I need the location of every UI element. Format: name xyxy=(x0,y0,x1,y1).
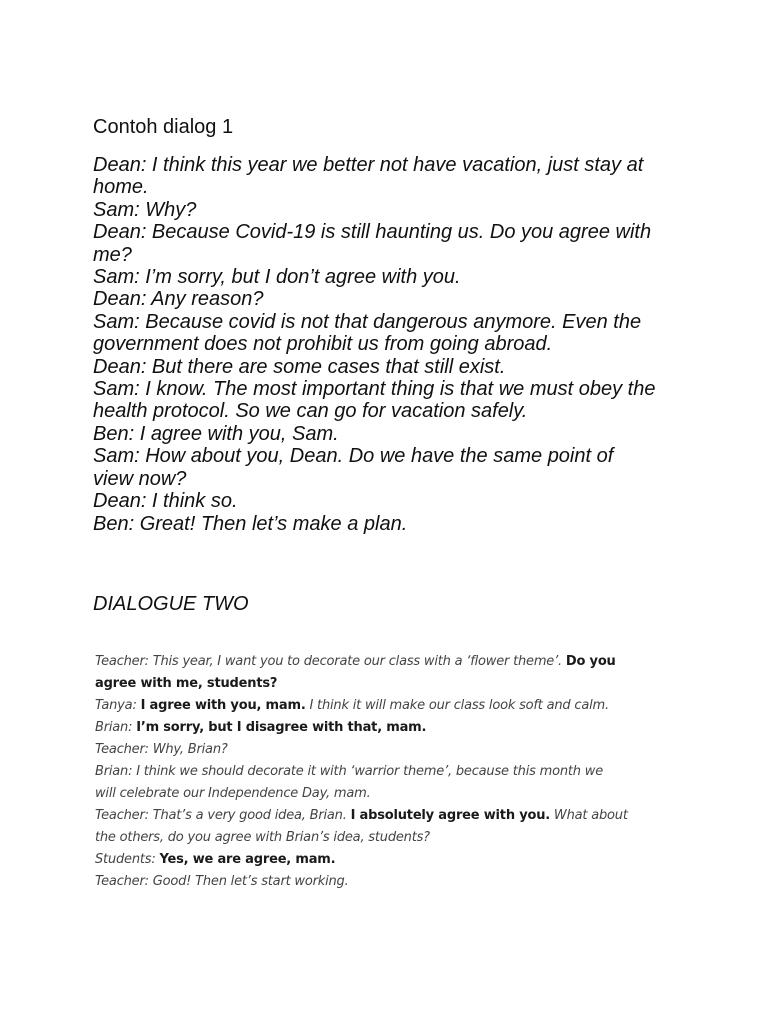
dialog-line: Dean: I think this year we better not have vacation, just stay at xyxy=(93,154,644,176)
dialog-emphasis: Yes, we are agree, mam. xyxy=(159,852,336,867)
dialog-line: Ben: Great! Then let’s make a plan. xyxy=(93,512,408,535)
dialog-text: Teacher: That’s a very good idea, Brian. xyxy=(95,808,351,823)
dialog-text: I think it will make our class look soft and calm. xyxy=(305,698,609,713)
dialog-emphasis: agree with me, students? xyxy=(95,676,278,691)
dialog-line xyxy=(95,761,655,783)
dialog-text: Brian: I think we should decorate it with ‘warrior theme’, because this month we xyxy=(95,764,603,779)
dialog-line: view now? xyxy=(93,467,187,490)
dialog-line xyxy=(95,739,655,761)
dialog-line xyxy=(95,673,655,695)
dialog-emphasis: I absolutely agree with you. xyxy=(350,808,550,823)
dialog-text: Teacher: Good! Then let’s start working. xyxy=(95,874,349,889)
dialog-text: Teacher: This year, I want you to decorate our class with a ‘flower theme’. xyxy=(95,654,566,669)
dialog-line: home. xyxy=(93,176,149,199)
dialog-line: Sam: I know. The most important thing is that we must obey the xyxy=(93,378,656,401)
dialog-one-text xyxy=(93,154,693,535)
dialog-line xyxy=(95,717,655,739)
dialog-text: Brian: xyxy=(95,720,137,735)
dialog-text: Teacher: Why, Brian? xyxy=(95,742,228,757)
dialog-line: Sam: Because covid is not that dangerous anymore. Even the xyxy=(93,310,642,333)
dialog-line: government does not prohibit us from going abroad. xyxy=(93,333,553,356)
dialog-line xyxy=(95,695,655,717)
dialog-line xyxy=(95,805,655,827)
dialog-line: Dean: But there are some cases that still exist. xyxy=(93,355,506,378)
dialog-line: Ben: I agree with you, Sam. xyxy=(93,422,339,445)
dialog-line xyxy=(95,651,655,673)
section-heading-contoh-dialog: Contoh dialog 1 xyxy=(93,116,234,138)
dialog-line: Dean: Because Covid-19 is still haunting us. Do you agree with xyxy=(93,221,652,244)
dialog-line xyxy=(95,871,655,893)
dialog-line: me? xyxy=(93,243,132,266)
dialog-text: Tanya: xyxy=(95,698,141,713)
dialog-text: the others, do you agree with Brian’s idea, students? xyxy=(95,830,430,845)
dialog-line xyxy=(95,849,655,871)
dialog-line: Sam: I’m sorry, but I don’t agree with you. xyxy=(93,266,461,289)
dialog-line: Dean: I think so. xyxy=(93,490,238,513)
dialog-emphasis: I’m sorry, but I disagree with that, mam. xyxy=(136,720,427,735)
section-heading-dialogue-two: DIALOGUE TWO xyxy=(93,593,249,615)
dialog-line: Dean: Any reason? xyxy=(93,288,264,311)
dialog-emphasis: Do you xyxy=(565,654,616,669)
dialog-text: will celebrate our Independence Day, mam. xyxy=(95,786,371,801)
dialog-emphasis: I agree with you, mam. xyxy=(140,698,306,713)
dialog-text: Students: xyxy=(95,852,160,867)
dialog-line: Sam: How about you, Dean. Do we have the same point of xyxy=(93,445,614,468)
dialog-line: Sam: Why? xyxy=(93,198,197,221)
dialog-text: What about xyxy=(550,808,628,823)
dialog-line xyxy=(95,783,655,805)
dialog-line: health protocol. So we can go for vacation safely. xyxy=(93,400,528,423)
dialog-two-text xyxy=(95,651,655,893)
dialog-line xyxy=(95,827,655,849)
